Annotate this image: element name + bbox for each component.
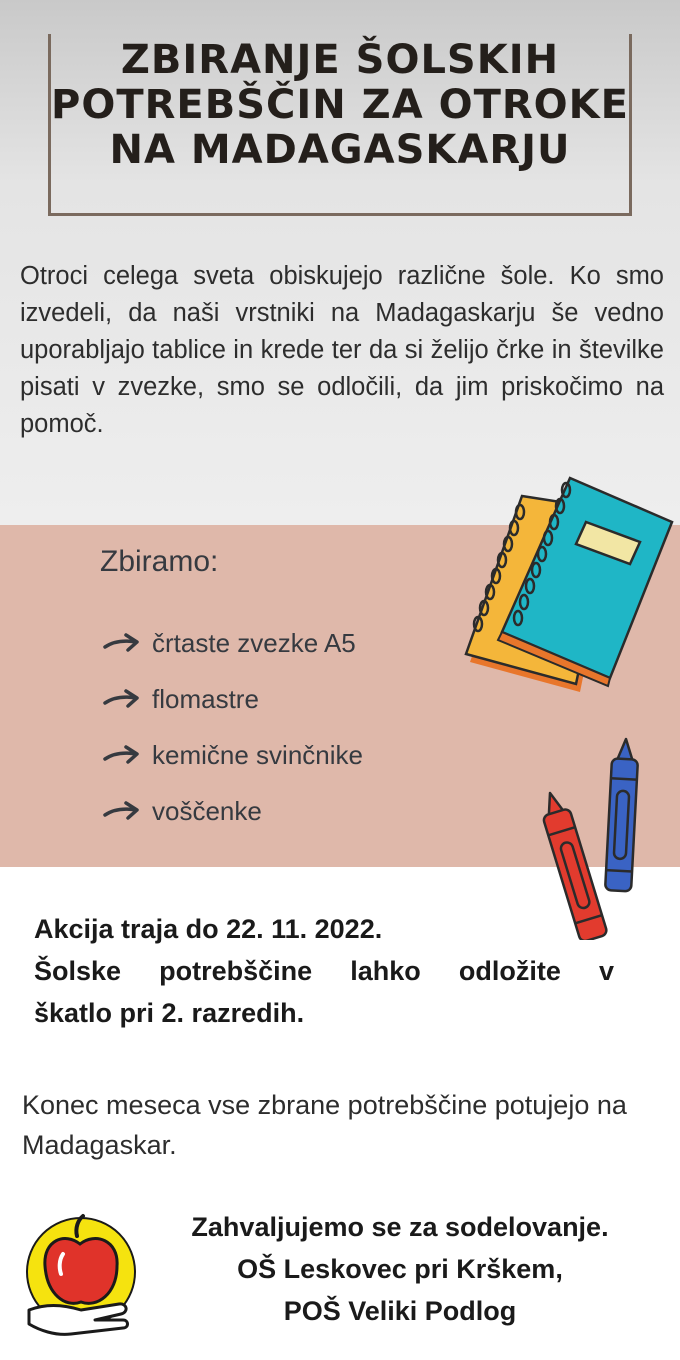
intro-paragraph: Otroci celega sveta obiskujejo različne šole. Ko smo izvedeli, da naši vrstniki na Madagaskarju še vedno uporabljajo tablice in krede ter da si želijo črke in številke pisati v zvezke, smo se odločili, da jim priskočimo na pomoč.	[20, 262, 664, 438]
header-section	[0, 0, 680, 525]
arrow-icon	[102, 744, 142, 766]
branch-school-name: POŠ Veliki Podlog	[283, 1296, 517, 1326]
title-frame	[48, 34, 632, 216]
list-item	[102, 783, 363, 839]
arrow-icon	[102, 800, 142, 822]
list-item	[102, 727, 363, 783]
collection-list	[102, 615, 363, 839]
end-of-month-note: Konec meseca vse zbrane potrebščine potujejo na Madagaskar.	[22, 1090, 627, 1160]
arrow-icon	[102, 688, 142, 710]
action-notice	[34, 908, 614, 1034]
notebooks-illustration	[462, 472, 680, 698]
school-name: OŠ Leskovec pri Krškem,	[237, 1254, 563, 1284]
action-date: Akcija traja do 22. 11. 2022.	[34, 914, 383, 944]
thanks-line: Zahvaljujemo se za sodelovanje.	[191, 1212, 609, 1242]
arrow-icon	[102, 632, 142, 654]
action-dropoff-line: Šolske potrebščine lahko odložite v	[34, 956, 614, 986]
thanks-block	[130, 1206, 670, 1332]
list-item-label: črtaste zvezke A5	[152, 627, 356, 658]
list-item-label: flomastre	[152, 683, 259, 714]
page-title: ZBIRANJE ŠOLSKIH POTREBŠČIN ZA OTROKE NA MADAGASKARJU	[51, 37, 629, 173]
list-item-label: voščenke	[152, 795, 262, 826]
list-item-label: kemične svinčnike	[152, 739, 363, 770]
action-dropoff-location: škatlo pri 2. razredih.	[34, 998, 305, 1028]
list-item	[102, 615, 363, 671]
school-logo-apple-hand	[25, 1208, 137, 1338]
list-item	[102, 671, 363, 727]
collection-heading: Zbiramo:	[100, 545, 219, 578]
